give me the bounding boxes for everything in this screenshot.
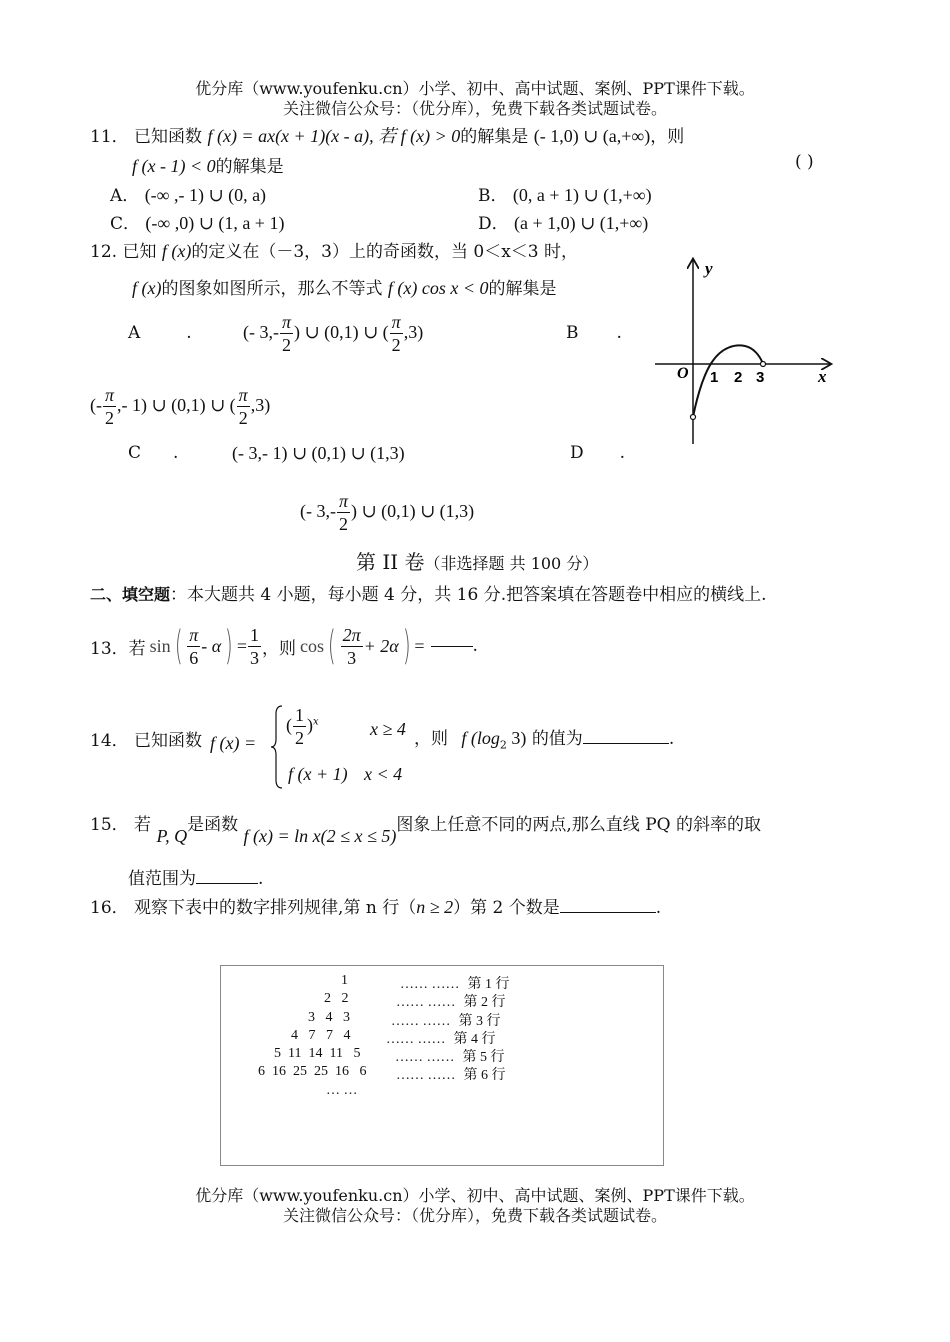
table-row <box>400 973 510 993</box>
numerator: 2π <box>342 624 361 645</box>
table-row <box>324 991 349 1007</box>
table-row <box>395 1046 505 1066</box>
table-row <box>258 1064 367 1080</box>
option-text: (-∞ ,0) ∪ (1, a + 1) <box>145 213 285 233</box>
option-dot: . <box>619 443 626 463</box>
numerator: π <box>238 385 248 405</box>
fraction <box>280 311 293 356</box>
stem-text: 的定义在（－3，3）上的奇函数，当 0＜x＜3 时， <box>191 242 579 262</box>
piecewise-case-2: f (x + 1) <box>288 764 348 784</box>
math-expr: n ≥ 2 <box>416 897 454 917</box>
option-b-expr <box>90 384 270 429</box>
question-15-line2 <box>128 864 263 889</box>
row-label: 第 2 行 <box>463 995 506 1010</box>
answer-blank[interactable] <box>583 743 669 744</box>
question-number: 14． <box>90 731 129 751</box>
piecewise-cond-2: x < 4 <box>364 764 403 784</box>
option-label: D <box>570 443 584 463</box>
log-base: 2 <box>499 738 507 752</box>
math-expr: ) ∪ (0,1) ∪ (1,3) <box>351 501 475 521</box>
stem-text: ）第 2 个数是 <box>453 898 560 918</box>
fraction <box>337 490 350 535</box>
piecewise-case-1: ( $\frac{1}{2}$ )$^x$ <box>286 705 319 748</box>
table-continuation: … … <box>326 1083 358 1098</box>
question-11-stem <box>90 122 684 148</box>
row-dots: …… …… <box>396 1068 456 1083</box>
stem-text: 已知函数 <box>134 127 203 147</box>
question-14-label <box>90 726 202 751</box>
math-expr: - α <box>201 635 222 656</box>
row-numbers: 3 4 3 <box>308 1010 350 1025</box>
fraction <box>341 624 363 669</box>
stem-text: 已知函数 <box>134 731 203 751</box>
answer-blank[interactable] <box>560 912 656 913</box>
math-expr: + 2α <box>363 635 399 656</box>
math-expr: ,3) <box>403 322 424 342</box>
math-expr: (- 3,- <box>243 322 279 342</box>
math-expr: f (x) = ln x(2 ≤ x ≤ 5) <box>243 826 397 846</box>
stem-text: ，则 <box>414 729 448 749</box>
numerator: π <box>189 624 199 645</box>
fraction <box>237 384 250 429</box>
option-text: (0, a + 1) ∪ (1,+∞) <box>512 185 652 205</box>
stem-text: 的解集是 <box>488 279 557 299</box>
footer-line-2: 关注微信公众号：（优分库），免费下载各类试题试卷。 <box>282 1206 667 1225</box>
section-heading: 第 II 卷 <box>356 550 425 574</box>
option-c-expr <box>232 443 405 464</box>
paren-close: ) <box>402 623 411 669</box>
row-label: 第 1 行 <box>467 977 510 992</box>
row-label: 第 6 行 <box>463 1068 506 1083</box>
numerator: 1 <box>295 705 304 725</box>
question-number: 11． <box>90 127 129 147</box>
math-expr: f (x) = ax(x + 1)(x - a), 若 f (x) > 0 <box>207 126 461 146</box>
question-15 <box>90 810 761 846</box>
row-numbers: 1 <box>341 973 348 988</box>
answer-paren: ( ) <box>795 152 814 172</box>
option-d <box>570 443 625 463</box>
option-label: D． <box>478 214 509 234</box>
header-line-1: 优分库（www.youfenku.cn）小学、初中、高中试题、案例、PPT课件下载。 <box>195 79 755 98</box>
option-label: B <box>566 323 579 343</box>
instruction-text: ：本大题共 4 小题，每小题 4 分，共 16 分.把答案填在答题卷中相应的横线上. <box>170 585 767 605</box>
question-number: 13． <box>90 638 129 659</box>
exponent: x <box>313 716 319 728</box>
answer-blank[interactable] <box>196 883 258 884</box>
option-label: C <box>128 443 142 463</box>
table-row <box>308 1010 350 1026</box>
option-label: B． <box>478 186 508 206</box>
denominator: 2 <box>105 408 115 428</box>
table-row <box>291 1028 351 1044</box>
table-row <box>396 1064 506 1084</box>
denominator: 3 <box>347 647 357 668</box>
question-16 <box>90 893 661 918</box>
table-row <box>341 973 348 989</box>
table-row <box>386 1028 496 1048</box>
option-text: (a + 1,0) ∪ (1,+∞) <box>514 213 649 233</box>
question-13 <box>90 620 478 672</box>
denominator: 2 <box>391 335 401 355</box>
denominator: 2 <box>295 728 304 748</box>
denominator: 3 <box>250 647 260 668</box>
piecewise-lhs: f (x) = <box>210 733 257 753</box>
option-c <box>110 209 284 234</box>
option-c <box>128 443 178 463</box>
fraction <box>293 704 306 749</box>
option-text: (-∞ ,- 1) ∪ (0, a) <box>144 185 267 205</box>
math-expr: (- 1,0) ∪ (a,+∞) <box>533 126 651 146</box>
math-expr: (- 3,- <box>300 501 336 521</box>
option-label: C． <box>110 214 141 234</box>
row-label: 第 5 行 <box>462 1050 505 1065</box>
math-expr: ,3) <box>250 395 271 415</box>
stem-text: 的解集是 <box>215 157 284 177</box>
tick-label: 3 <box>756 369 765 386</box>
stem-text: 的图象如图所示，那么不等式 <box>161 279 383 299</box>
stem-text: 的解集是 <box>460 127 529 147</box>
row-numbers: 6 16 25 25 16 6 <box>258 1064 367 1079</box>
paren-open: ( <box>174 623 183 669</box>
row-dots: …… …… <box>400 977 460 992</box>
fraction <box>248 624 261 669</box>
math-expr: P, Q <box>156 826 188 846</box>
option-d-expr <box>300 490 474 535</box>
function-graph <box>650 252 840 448</box>
question-number: 15． <box>90 815 129 835</box>
open-point <box>761 362 766 367</box>
section-subheading: （非选择题 共 100 分） <box>424 554 599 573</box>
header-line-2: 关注微信公众号：（优分库），免费下载各类试题试卷。 <box>282 99 667 118</box>
question-11-line2 <box>132 152 284 177</box>
row-dots: …… …… <box>391 1014 451 1029</box>
piecewise-brace <box>270 704 284 790</box>
math-expr: f (x) <box>161 241 192 261</box>
numerator: π <box>338 491 349 511</box>
stem-text: 若 <box>128 638 146 659</box>
denominator: 2 <box>238 408 248 428</box>
open-point <box>691 415 696 420</box>
piecewise-cond-1: x ≥ 4 <box>370 719 406 739</box>
section-instructions <box>90 580 767 605</box>
denominator: 2 <box>282 335 291 355</box>
numerator: π <box>105 385 115 405</box>
tick-label: 1 <box>710 369 719 386</box>
stem-text: . <box>472 636 478 656</box>
curve <box>693 345 763 417</box>
math-expr: (- 3,- 1) ∪ (0,1) ∪ (1,3) <box>232 443 405 463</box>
fraction <box>103 384 116 429</box>
math-expr: (- <box>90 395 102 415</box>
stem-text: 是函数 <box>187 815 239 835</box>
stem-text: ，则 <box>262 638 297 659</box>
math-expr: 3) <box>506 728 527 748</box>
row-numbers: 5 11 14 11 5 <box>274 1046 361 1061</box>
math-expr: cos <box>300 635 325 656</box>
fraction <box>187 624 200 669</box>
denominator: 2 <box>339 514 348 534</box>
answer-blank[interactable] <box>431 646 473 647</box>
row-dots: …… …… <box>396 995 456 1010</box>
question-number: 16． <box>90 898 129 918</box>
math-expr: f (x) cos x < 0 <box>387 278 489 298</box>
option-a <box>128 323 192 343</box>
stem-text: 值范围为 <box>128 869 196 889</box>
table-row <box>274 1046 360 1062</box>
fraction <box>390 311 403 356</box>
table-row <box>396 991 506 1011</box>
math-expr: sin <box>149 635 171 656</box>
question-number: 12. <box>90 242 118 262</box>
stem-text: ，则 <box>650 127 685 147</box>
option-dot: . <box>173 443 179 463</box>
denominator: 6 <box>189 647 199 668</box>
origin-label: O <box>677 365 689 382</box>
option-d <box>478 209 648 234</box>
question-14-tail <box>414 724 674 751</box>
math-expr: f (log <box>461 728 500 748</box>
x-label: x <box>818 367 827 386</box>
math-expr: = <box>414 635 425 656</box>
y-label: y <box>705 259 713 278</box>
section-title <box>356 546 598 575</box>
option-a-expr <box>243 311 423 356</box>
option-label: A． <box>110 186 140 206</box>
math-expr: ) ∪ (0,1) ∪ ( <box>294 322 389 342</box>
paren-open: ( <box>327 623 336 669</box>
stem-text: . <box>668 729 675 749</box>
numerator: π <box>391 312 401 332</box>
numerator: 1 <box>250 624 260 645</box>
math-expr: ,- 1) ∪ (0,1) ∪ ( <box>117 395 236 415</box>
row-dots: …… …… <box>386 1032 446 1047</box>
math-expr: f (x) <box>132 278 162 298</box>
paren-close: ) <box>225 623 233 669</box>
row-numbers: 4 7 7 4 <box>291 1028 351 1043</box>
footer-line-1: 优分库（www.youfenku.cn）小学、初中、高中试题、案例、PPT课件下载。 <box>195 1186 755 1205</box>
stem-text: 已知 <box>122 242 157 262</box>
stem-text: 若 <box>134 815 152 835</box>
row-numbers: 2 2 <box>324 991 349 1006</box>
stem-text: 的值为 <box>531 729 583 749</box>
question-12-line2 <box>132 274 557 299</box>
math-expr: = <box>236 635 248 656</box>
stem-text: 观察下表中的数字排列规律,第 n 行（ <box>134 898 417 918</box>
tick-label: 2 <box>734 369 743 386</box>
option-dot: . <box>616 323 622 343</box>
option-a <box>110 181 266 206</box>
stem-text: . <box>258 869 264 889</box>
stem-text: 图象上任意不同的两点,那么直线 PQ 的斜率的取 <box>396 815 761 835</box>
option-dot: . <box>186 323 192 343</box>
stem-text: . <box>655 898 662 918</box>
math-expr: f (x - 1) < 0 <box>132 156 216 176</box>
option-b <box>478 181 652 206</box>
question-12-stem <box>90 237 578 262</box>
option-b <box>566 323 622 343</box>
option-label: A <box>128 323 141 343</box>
row-dots: …… …… <box>395 1050 455 1065</box>
section-label: 二、填空题 <box>90 585 171 604</box>
row-label: 第 3 行 <box>458 1014 501 1029</box>
numerator: π <box>281 312 292 332</box>
table-row <box>391 1010 501 1030</box>
row-label: 第 4 行 <box>453 1032 496 1047</box>
